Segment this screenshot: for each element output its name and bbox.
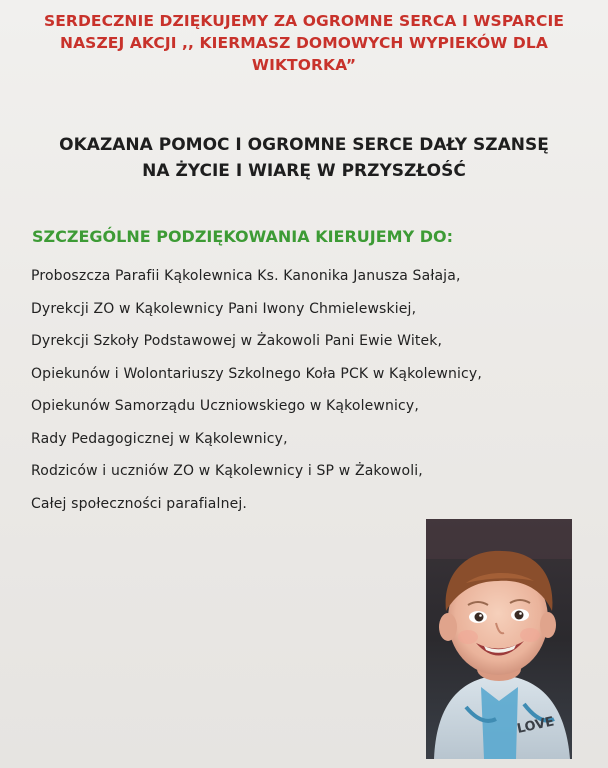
thanks-heading-red-line-3: WIKTORKA” bbox=[251, 56, 357, 74]
thanks-list bbox=[31, 260, 482, 520]
child-photo-illustration bbox=[426, 519, 572, 759]
thanks-list-item: Rady Pedagogicznej w Kąkolewnicy, bbox=[31, 430, 288, 447]
thanks-list-item: Opiekunów i Wolontariuszy Szkolnego Koła PCK w Kąkolewnicy, bbox=[31, 365, 482, 382]
thanks-list-item: Opiekunów Samorządu Uczniowskiego w Kąkolewnicy, bbox=[31, 398, 419, 414]
thanks-list-item: Dyrekcji ZO w Kąkolewnicy Pani Iwony Chmielewskiej, bbox=[31, 300, 417, 317]
help-heading-line-1: OKAZANA POMOC I OGROMNE SERCE DAŁY SZANSĘ bbox=[59, 135, 549, 155]
child-photo bbox=[426, 519, 572, 759]
thanks-list-item: Całej społeczności parafialnej. bbox=[31, 495, 248, 512]
thanks-list-item: Proboszcza Parafii Kąkolewnica Ks. Kanonika Janusza Sałaja, bbox=[31, 268, 461, 284]
thanks-list-item: Dyrekcji Szkoły Podstawowej w Żakowoli Pani Ewie Witek, bbox=[31, 333, 443, 349]
help-heading bbox=[20, 132, 588, 184]
special-thanks-heading: SZCZEGÓLNE PODZIĘKOWANIA KIERUJEMY DO: bbox=[32, 227, 454, 246]
thanks-heading-red-line-2: NASZEJ AKCJI ,, KIERMASZ DOMOWYCH WYPIEKÓW DLA bbox=[60, 34, 548, 52]
thanks-heading-red bbox=[20, 10, 588, 76]
help-heading-line-2: NA ŻYCIE I WIARĘ W PRZYSZŁOŚĆ bbox=[142, 161, 466, 181]
thanks-heading-red-line-1: SERDECZNIE DZIĘKUJEMY ZA OGROMNE SERCA I WSPARCIE bbox=[43, 12, 565, 30]
thanks-list-item: Rodziców i uczniów ZO w Kąkolewnicy i SP w Żakowoli, bbox=[31, 463, 423, 479]
shirt-print-text: LOVE bbox=[515, 714, 556, 737]
